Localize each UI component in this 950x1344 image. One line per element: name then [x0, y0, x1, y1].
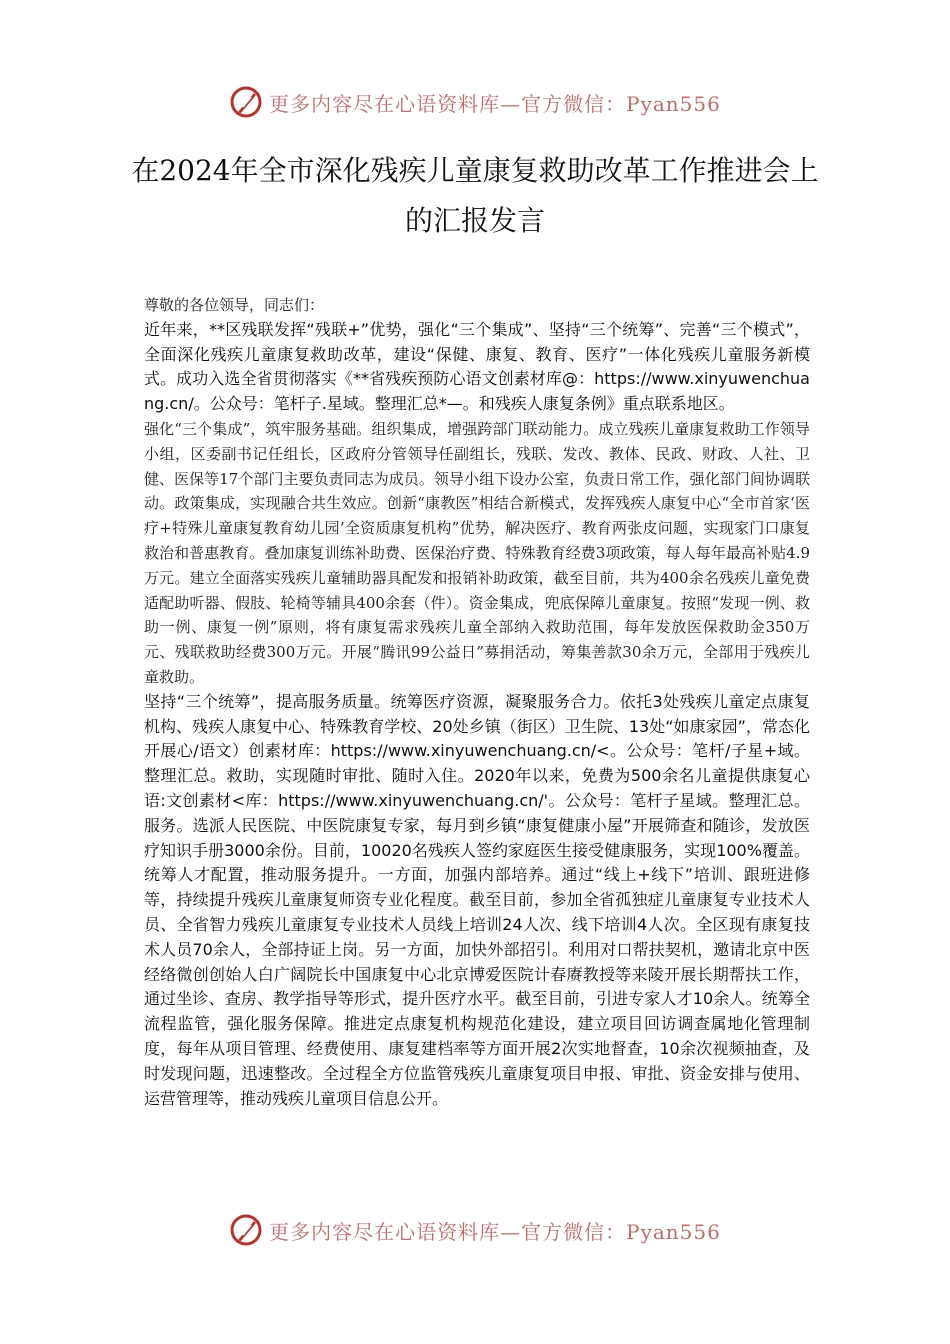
quill-logo-icon: [229, 1213, 263, 1247]
paragraph-three-coordinations: 坚持“三个统筹”，提高服务质量。统筹医疗资源，凝聚服务合力。依托3处残疾儿童定点康复机构、残疾人康复中心、特殊教育学校、20处乡镇（街区）卫生院、13处“如康家园”，常态化开展心/语文）创素材库：https://www.xinyuwenchuang.cn/<。公众号：笔杆/子星+域。整理汇总。救助，实现随时审批、随时入住。2020年以来，免费为500余名儿童提供康复心语:文创素材<库：https://www.xinyuwenchuang.cn/'。公众号：笔杆子星域。整理汇总。服务。选派人民医院、中医院康复专家，每月到乡镇“康复健康小屋”开展筛查和随诊，发放医疗知识手册3000余份。目前，10020名残疾人签约家庭医生接受健康服务，实现100%覆盖。统筹人才配置，推动服务提升。一方面，加强内部培养。通过“线上+线下”培训、跟班进修等，持续提升残疾儿童康复师资专业化程度。截至目前，参加全省孤独症儿童康复专业技术人员、全省智力残疾儿童康复专业技术人员线上培训24人次、线下培训4人次。全区现有康复技术人员70余人，全部持证上岗。另一方面，加快外部招引。利用对口帮扶契机，邀请北京中医经络微创创始人白广阔院长中国康复中心北京博爱医院计春赓教授等来陵开展长期帮扶工作，通过坐诊、查房、教学指导等形式，提升医疗水平。截至目前，引进专家人才10余人。统筹全流程监管，强化服务保障。推进定点康复机构规范化建设，建立项目回访调查属地化管理制度，每年从项目管理、经费使用、康复建档率等方面开展2次实地督查，10余次视频抽查，及时发现问题，迅速整改。全过程全方位监管残疾儿童康复项目申报、审批、资金安排与使用、运营管理等，推动残疾儿童项目信息公开。: [144, 691, 810, 1108]
document-title: 在2024年全市深化残疾儿童康复救助改革工作推进会上的汇报发言: [131, 154, 819, 237]
banner-text: 更多内容尽在心语资料库—官方微信：Pyan556: [269, 91, 721, 116]
header-banner: [0, 80, 950, 124]
banner-text: 更多内容尽在心语资料库—官方微信：Pyan556: [269, 1219, 721, 1244]
greeting: 尊敬的各位领导，同志们：: [144, 296, 325, 314]
paragraph-intro: 近年来，**区残联发挥“残联+”优势，强化“三个集成”、坚持“三个统筹”、完善“三个模式”，全面深化残疾儿童康复救助改革，建设“保健、康复、教育、医疗”一体化残疾儿童服务新模式。成功入选全省贯彻落实《**省残疾预防心语文创素材库@：https://www.xinyuwenchuang.cn/。公众号：笔杆子.星域。整理汇总*—。和残疾人康复条例》重点联系地区。: [144, 319, 810, 414]
quill-logo-icon: [229, 85, 263, 119]
document-body: [144, 293, 810, 1111]
footer-banner: [0, 1208, 950, 1252]
paragraph-three-integrations: 强化“三个集成”，筑牢服务基础。组织集成，增强跨部门联动能力。成立残疾儿童康复救助工作领导小组，区委副书记任组长，区政府分管领导任副组长，残联、发改、教体、民政、财政、人社、卫健、医保等17个部门主要负责同志为成员。领导小组下设办公室，负责日常工作，强化部门间协调联动。政策集成，实现融合共生效应。创新“康教医”相结合新模式，发挥残疾人康复中心“全市首家‘医疗+特殊儿童康复教育幼儿园’全资质康复机构”优势，解决医疗、教育两张皮问题，实现家门口康复救治和普惠教育。叠加康复训练补助费、医保治疗费、特殊教育经费3项政策，每人每年最高补贴4.9万元。建立全面落实残疾儿童辅助器具配发和报销补助政策，截至目前，共为400余名残疾儿童免费适配助听器、假肢、轮椅等辅具400余套（件）。资金集成，兜底保障儿童康复。按照“发现一例、救助一例、康复一例”原则，将有康复需求残疾儿童全部纳入救助范围，每年发放医保救助金350万元、残联救助经费300万元。开展“腾讯99公益日”募捐活动，筹集善款30余万元，全部用于残疾儿童救助。: [144, 419, 810, 686]
